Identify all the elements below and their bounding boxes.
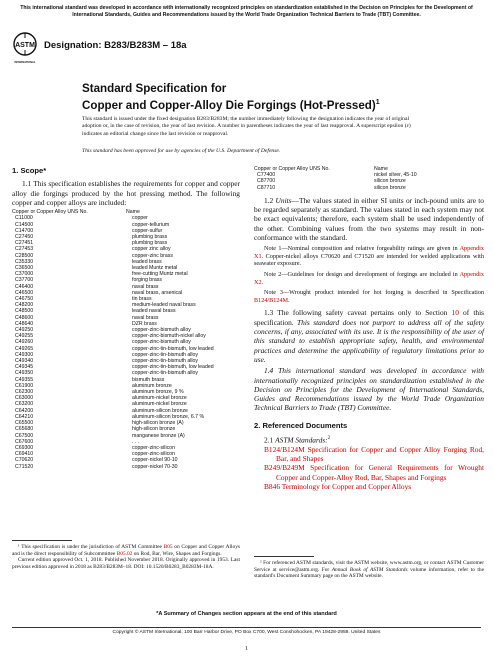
uns-number: C28500	[15, 252, 34, 259]
alloy-name: naval brass	[132, 314, 159, 321]
copyright-line: Copyright © ASTM International, 100 Barr Harbor Drive, PO Box C700, West Conshohocken, PA 19428-2959. United States	[112, 630, 381, 635]
footnote-1	[12, 544, 240, 571]
alloy-table-cont-header-uns: Copper or Copper Alloy UNS No.	[254, 166, 330, 172]
uns-number: C14700	[15, 227, 34, 234]
footnote-2	[254, 560, 484, 580]
fn1-text-b: on Copper and Copper Alloys and is the direct responsibility of Subcommittee	[12, 544, 240, 557]
alloy-name: . . .	[132, 438, 140, 445]
alloy-name: naval brass	[132, 283, 159, 290]
fn1-text-a: ¹ This specification is under the jurisdiction of ASTM Committee	[18, 544, 164, 550]
p1-2-label: Units	[275, 195, 292, 205]
alloy-name: nickel silver, 45-10	[374, 172, 417, 179]
alloy-table-body	[12, 215, 240, 469]
uns-number: C48600	[15, 314, 34, 321]
p2-1-footnote-ref: 2	[327, 436, 331, 442]
uns-number: C49355	[15, 376, 34, 383]
alloy-name: free-cutting Muntz metal	[132, 271, 188, 278]
footnote-1-para-1	[12, 544, 240, 557]
dod-approval-note: This standard has been approved for use by agencies of the U.S. Department of Defense.	[82, 148, 281, 154]
note-1-text-a: Note 1—Nominal composition and relative forgeability ratings are given in	[264, 245, 460, 253]
p1-2-text: —The values stated in either SI units or inch-pound units are to be regarded separately as standard. The values stated in each system may not be exact equivalents; therefore, each system shall be used independently of the other. Combining values from the two systems may result in non-conformance with the standard.	[254, 195, 484, 242]
note-1	[254, 245, 484, 268]
fn2-annual-book: Annual Book of ASTM Standards	[331, 566, 408, 573]
uns-number: C49260	[15, 339, 34, 346]
uns-number: C69410	[15, 451, 34, 458]
alloy-name: copper-zinc-bismuth alloy	[132, 327, 191, 334]
uns-number: C69300	[15, 444, 34, 451]
uns-number: C49250	[15, 327, 34, 334]
alloy-name: copper zinc alloy	[132, 246, 171, 253]
alloy-name: high-silicon bronze (A)	[132, 420, 184, 427]
uns-number: C49265	[15, 345, 34, 352]
alloy-name: copper-zinc-silicon	[132, 444, 175, 451]
uns-number: C27453	[15, 246, 34, 253]
note-2-text-b: .	[261, 278, 264, 286]
note-2	[254, 271, 484, 286]
uns-number: C65500	[15, 420, 34, 427]
uns-number: C77400	[257, 172, 276, 179]
alloy-name: copper-zinc-bismuth-nickel alloy	[132, 333, 206, 340]
astm-logo	[12, 30, 38, 68]
note-3	[254, 289, 484, 304]
uns-number: C49255	[15, 333, 34, 340]
alloy-name: copper-zinc-bismuth alloy	[132, 339, 191, 346]
referenced-documents-list	[254, 445, 484, 491]
svg-text:INTERNATIONAL: INTERNATIONAL	[14, 61, 36, 64]
uns-number: C70620	[15, 457, 34, 464]
fn2-text-a: ² For referenced ASTM standards, visit the ASTM website, www.astm.org, or contact ASTM Customer Service at service@astm.org. For	[254, 560, 484, 573]
link-committee-b05[interactable]: B05	[163, 544, 173, 550]
uns-number: C27450	[15, 234, 34, 240]
summary-of-changes-note: *A Summary of Changes section appears at the end of this standard	[156, 611, 337, 617]
p1-3-text-a: 1.3 The following safety caveat pertains only to Section	[264, 308, 452, 318]
footnote-rule-left	[12, 540, 72, 541]
referenced-document	[264, 482, 484, 491]
note-1-text-b: . Copper-nickel alloys C70620 and C71520 are intended for welded applications with seawater exposure.	[254, 252, 484, 268]
note-3-text-a: Note 3—Wrought product intended for hot forging is described in Specification	[264, 289, 484, 297]
uns-number: C64200	[15, 407, 34, 414]
uns-number: C63200	[15, 401, 34, 408]
link-b124[interactable]: B124/B124M	[254, 296, 289, 304]
paragraph-1-1: 1.1 This specification establishes the requirements for copper and copper alloy die forgings produced by the hot pressing method. The following copper and copper alloys are included:	[12, 179, 240, 207]
uns-number: C63000	[15, 395, 34, 402]
alloy-name: leaded brass	[132, 258, 162, 265]
uns-number: C62300	[15, 389, 34, 396]
uns-number: C46750	[15, 296, 34, 303]
alloy-name: leaded naval brass	[132, 308, 176, 315]
alloy-name: aluminum bronze	[132, 382, 172, 389]
alloy-name: tin brass	[132, 296, 152, 303]
uns-number: C36500	[15, 265, 34, 272]
uns-number: C67500	[15, 432, 34, 439]
section-heading-scope: 1. Scope*	[12, 166, 47, 175]
standard-title[interactable]: Specification for General Requirements for Wrought Copper and Copper-Alloy Rod, Bar, Shapes and Forgings	[276, 463, 484, 482]
alloy-name: copper-zinc-tin-bismuth, low leaded	[132, 364, 214, 371]
standard-link[interactable]: B124/B124M	[264, 444, 305, 454]
alloy-name: copper-zinc-tin-bismuth, low leaded	[132, 345, 214, 352]
standard-title[interactable]: Specification for Copper and Copper Alloy Forging Rod, Bar, and Shapes	[276, 444, 484, 464]
alloy-name: aluminum-silicon bronze	[132, 407, 188, 414]
uns-number: C46400	[15, 283, 34, 290]
alloy-name: copper-nickel 70-30	[132, 463, 178, 470]
note-3-text-b: .	[288, 296, 290, 304]
uns-number: C49340	[15, 358, 34, 365]
fn1-text-c: on Rod, Bar, Wire, Shapes and Forgings.	[132, 550, 222, 557]
p2-1-label: ASTM Standards:	[275, 435, 328, 445]
alloy-name: copper-sulfur	[132, 227, 163, 234]
alloy-table-cont-header-name: Name	[374, 166, 388, 172]
note-2-text-a: Note 2—Guidelines for design and development of forgings are included in	[264, 271, 460, 279]
footnote-rule-right	[254, 556, 314, 557]
alloy-name: plumbing brass	[132, 240, 168, 247]
svg-text:ASTM: ASTM	[15, 42, 35, 49]
uns-number: C71520	[15, 463, 34, 470]
alloy-name: medium-leaded naval brass	[132, 302, 196, 309]
uns-number: C48500	[15, 308, 34, 315]
alloy-name: bismuth brass	[132, 376, 165, 383]
alloy-name: aluminum-nickel bronze	[132, 395, 187, 402]
uns-number: C37000	[15, 271, 34, 278]
right-column	[254, 166, 484, 491]
document-title	[82, 82, 422, 113]
alloy-name: forging brass	[132, 277, 162, 284]
footer-rule	[12, 627, 481, 628]
left-column	[12, 166, 240, 470]
uns-number: C49300	[15, 351, 34, 358]
alloy-name: plumbing brass	[132, 234, 168, 240]
table-row	[254, 185, 484, 191]
title-line-2	[82, 96, 422, 113]
uns-number: C46500	[15, 289, 34, 296]
referenced-document	[264, 463, 484, 482]
fn2-text-b: volume information, refer to the standard's Document Summary page on the ASTM website.	[254, 566, 484, 580]
page-number: 1	[245, 646, 248, 652]
table-row	[12, 464, 240, 470]
alloy-table-header-name: Name	[126, 209, 140, 216]
alloy-name: copper-nickel 90-10	[132, 457, 178, 464]
uns-number: C64210	[15, 413, 34, 420]
standard-link[interactable]: B249/B249M	[264, 463, 305, 473]
alloy-name: copper	[132, 215, 148, 222]
alloy-name: silicon bronze	[374, 178, 406, 185]
alloy-name: copper-zinc-silicon	[132, 451, 175, 458]
paragraph-2-1	[254, 434, 484, 445]
uns-number: C87700	[257, 178, 276, 185]
title-line-1: Standard Specification for	[82, 82, 227, 95]
uns-number: C48640	[15, 320, 34, 327]
alloy-name: high-silicon bronze	[132, 426, 176, 433]
uns-number: C11000	[15, 215, 33, 222]
alloy-table	[12, 209, 240, 470]
alloy-table-continued	[254, 166, 484, 191]
alloy-name: copper-zinc-tin-bismuth alloy	[132, 370, 199, 377]
paragraph-1-2	[254, 196, 484, 242]
alloy-name: naval brass, arsenical	[132, 289, 183, 296]
uns-number: C48200	[15, 302, 34, 309]
p2-1-num: 2.1	[264, 435, 274, 445]
alloy-name: copper-zinc-tin-bismuth alloy	[132, 358, 199, 365]
standard-title[interactable]: Terminology for Copper and Copper Alloys	[280, 481, 412, 491]
title-main: Copper and Copper-Alloy Die Forgings (Hot-Pressed)	[82, 98, 376, 112]
uns-number: C14500	[15, 221, 34, 228]
uns-number: C49350	[15, 370, 34, 377]
section-heading-referenced: 2. Referenced Documents	[254, 420, 348, 430]
uns-number: C67600	[15, 438, 34, 445]
link-subcommittee-b0502[interactable]: B05.02	[116, 550, 133, 557]
uns-number: C61900	[15, 382, 34, 389]
p1-3-safety-caveat: This standard does not purport to address all of the safety concerns, if any, associated with its use. It is the responsibility of the user of this standard to establish appropriate safety, health, and environmental practices and determine the applicability of regulatory limitations prior to use.	[254, 317, 484, 364]
alloy-name: aluminum-silicon bronze, 6.7 %	[132, 413, 205, 420]
alloy-name: copper-tellurium	[132, 221, 170, 228]
p1-3-text-b: of this specification.	[254, 308, 485, 327]
uns-number: C49345	[15, 364, 34, 371]
alloy-name: copper-zinc-tin-bismuth alloy	[132, 351, 199, 358]
alloy-name: DZR brass	[132, 320, 157, 327]
alloy-name: copper-zinc brass	[132, 252, 173, 259]
alloy-name: silicon bronze	[374, 184, 406, 191]
footnote-2-para	[254, 560, 484, 580]
fixed-designation-note: This standard is issued under the fixed designation B283/B283M; the number immediately following the designation indicates the year of original adoption or, in the case of revision, the year of last revision. A number in parentheses indicates the year of last reapproval. A superscript epsilon (ε) indicates an editorial change since the last revision or reapproval.	[82, 116, 411, 137]
standard-link[interactable]: B846	[264, 481, 281, 491]
uns-number: C65680	[15, 426, 34, 433]
alloy-name: aluminum-nickel bronze	[132, 401, 187, 408]
uns-number: C87710	[257, 184, 276, 191]
paragraph-1-3	[254, 308, 484, 364]
link-appendix-x2[interactable]: Appendix X2	[254, 271, 484, 286]
alloy-name: leaded Muntz metal	[132, 265, 178, 272]
alloy-table-header-uns: Copper or Copper Alloy UNS No.	[12, 209, 88, 216]
referenced-document	[264, 445, 484, 464]
link-section-10[interactable]: 10	[451, 308, 459, 318]
uns-number: C35330	[15, 258, 34, 265]
link-appendix-x1[interactable]: Appendix X1	[254, 245, 484, 260]
designation: Designation: B283/B283M – 18a	[44, 40, 187, 51]
paragraph-1-4: 1.4 This international standard was developed in accordance with internationally recognized principles on standardization established in the Decision on Principles for the Development of International Standards, Guides and Recommendations issued by the World Trade Organization Technical Barriers to Trade (TBT) Committee.	[254, 366, 484, 413]
title-footnote-ref: 1	[375, 99, 380, 106]
alloy-name: manganese bronze (A)	[132, 432, 185, 439]
footnote-1-para-2: Current edition approved Oct. 1, 2018. Published November 2018. Originally approved in 1953. Last previous edition approved in 2018 as B283/B283M–18. DOI: 10.1520/B0283_B0283M-18A.	[12, 557, 240, 571]
uns-number: C37700	[15, 277, 34, 284]
alloy-table-cont-body	[254, 172, 484, 191]
header-notice: This international standard was developed in accordance with internationally recognized principles on standardization established in the Decision on Principles for the Development of International Standards, Guides and Recommendations issued by the World Trade Organization Technical Barriers to Trade (TBT) Committee.	[20, 5, 473, 18]
p1-2-num: 1.2	[264, 195, 274, 205]
alloy-name: aluminum bronze, 9 %	[132, 389, 184, 396]
uns-number: C27451	[15, 240, 34, 247]
